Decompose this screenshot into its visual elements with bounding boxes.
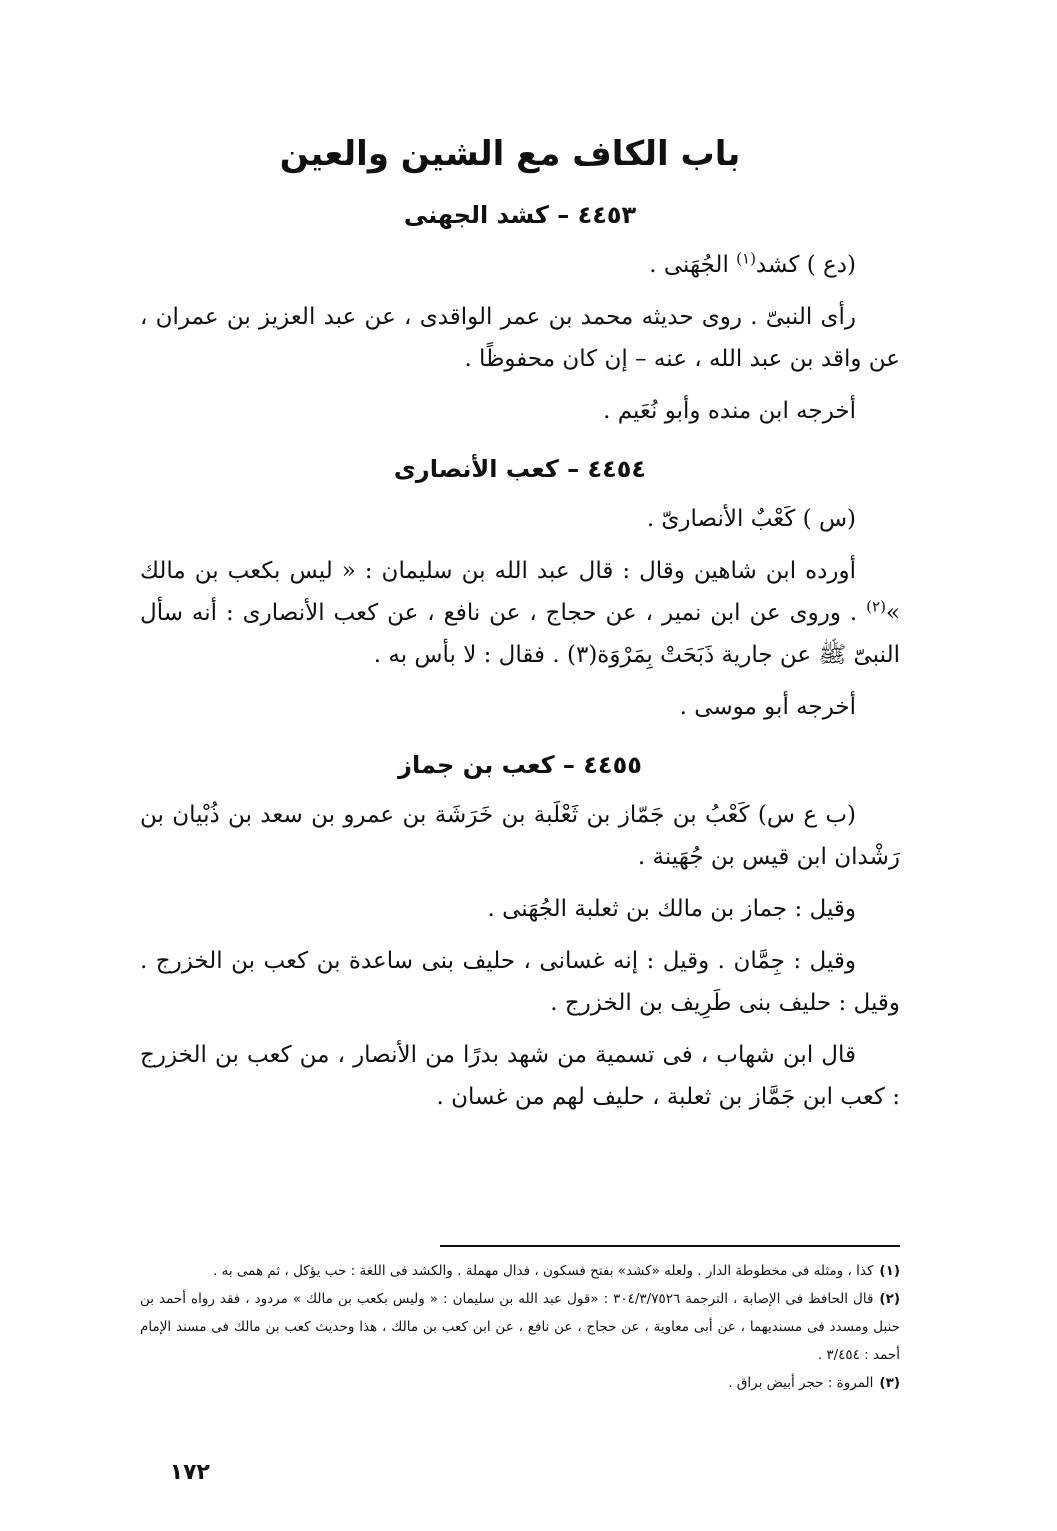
footnote [140, 1369, 900, 1397]
entry-4453 [140, 196, 900, 432]
paragraph-text: الجُهَنى . [649, 252, 737, 278]
entry-paragraph [140, 498, 900, 540]
footnote [140, 1285, 900, 1369]
footnote-text: قال الحافظ فى الإصابة ، الترجمة ٣٠٤/٣/٧٥٢٦ : «قول عبد الله بن سليمان : « وليس بكعب بن مالك » مردود ، فقد رواه أحمد بن حنبل ومسدد فى مسنديهما ، عن أبى معاوية ، عن حجاج ، عن نافع ، عن ابن كعب بن مالك ، هذا وحديث كعب بن مالك فى مسند الإمام أحمد : ٣/٤٥٤ . [140, 1291, 900, 1363]
footnote-number: (٢) [879, 1291, 900, 1307]
footnote-ref: (٢) [866, 597, 886, 616]
entry-paragraph [140, 390, 900, 432]
paragraph-text: رأى النبىّ . روى حديثه محمد بن عمر الواقدى ، عن عبد العزيز بن عمران ، عن واقد بن عبد الله ، عنه – إن كان محفوظًا . [140, 304, 900, 372]
paragraph-text: (دع ) كشد [755, 252, 856, 278]
entry-paragraph [140, 686, 900, 728]
entry-paragraph [140, 550, 900, 676]
footnote-number: (١) [879, 1263, 900, 1279]
entry-paragraph [140, 244, 900, 286]
paragraph-text: أخرجه أبو موسى . [679, 694, 856, 720]
chapter-title: باب الكاف مع الشين والعين [279, 134, 741, 174]
footnote [140, 1257, 900, 1285]
footnote-ref: (١) [736, 249, 756, 268]
entry-paragraph [140, 940, 900, 1024]
paragraph-text: وقيل : جِمَّان . وقيل : إنه غسانى ، حليف بنى ساعدة بن كعب بن الخزرج . وقيل : حليف بنى طَرِيف بن الخزرج . [140, 948, 900, 1016]
book-page [140, 130, 900, 1485]
paragraph-text: أورده ابن شاهين وقال : قال عبد الله بن سليمان : « ليس بكعب بن مالك » [140, 558, 900, 626]
paragraph-text: وقيل : جماز بن مالك بن ثعلبة الجُهَنى . [487, 896, 856, 922]
footnote-number: (٣) [879, 1375, 900, 1391]
entry-paragraph [140, 296, 900, 380]
paragraph-text: (س ) كَعْبٌ الأنصارىّ . [646, 506, 856, 532]
paragraph-text: قال ابن شهاب ، فى تسمية من شهد بدرًا من الأنصار ، من كعب بن الخزرج : كعب ابن جَمَّاز بن ثعلبة ، حليف لهم من غسان . [140, 1042, 900, 1110]
entry-4454 [140, 450, 900, 728]
entry-paragraph [140, 888, 900, 930]
footnotes [140, 1257, 900, 1397]
entry-heading: ٤٤٥٥ – كعب بن جماز [398, 751, 642, 779]
entry-heading: ٤٤٥٣ – كشد الجهنى [403, 201, 637, 229]
paragraph-text: (ب ع س) كَعْبُ بن جَمّاز بن ثَعْلَبة بن خَرَشَة بن عمرو بن سعد بن ذُبْيان بن رَشْدان ابن قيس بن جُهَينة . [140, 802, 900, 870]
entry-heading: ٤٤٥٤ – كعب الأنصارى [393, 455, 647, 483]
paragraph-text: أخرجه ابن منده وأبو نُعَيم . [603, 398, 856, 424]
page-number: ١٧٢ [169, 1460, 210, 1485]
paragraph-text: . وروى عن ابن نمير ، عن حجاج ، عن نافع ، عن كعب الأنصارى : أنه سأل النبىّ ﷺ عن جارية ذَبَحَتْ بِمَرْوَة(٣) . فقال : لا بأس به . [140, 600, 900, 668]
footnote-divider [440, 1245, 900, 1247]
entry-4455 [140, 746, 900, 1118]
entry-paragraph [140, 794, 900, 878]
footnote-text: المروة : حجر أبيض براق . [728, 1375, 874, 1391]
entry-paragraph [140, 1034, 900, 1118]
footnote-text: كذا ، ومثله فى مخطوطة الدار . ولعله «كشد» بفتح فسكون ، فدال مهملة . والكشد فى اللغة : حب يؤكل ، ثم همى به . [213, 1263, 874, 1279]
